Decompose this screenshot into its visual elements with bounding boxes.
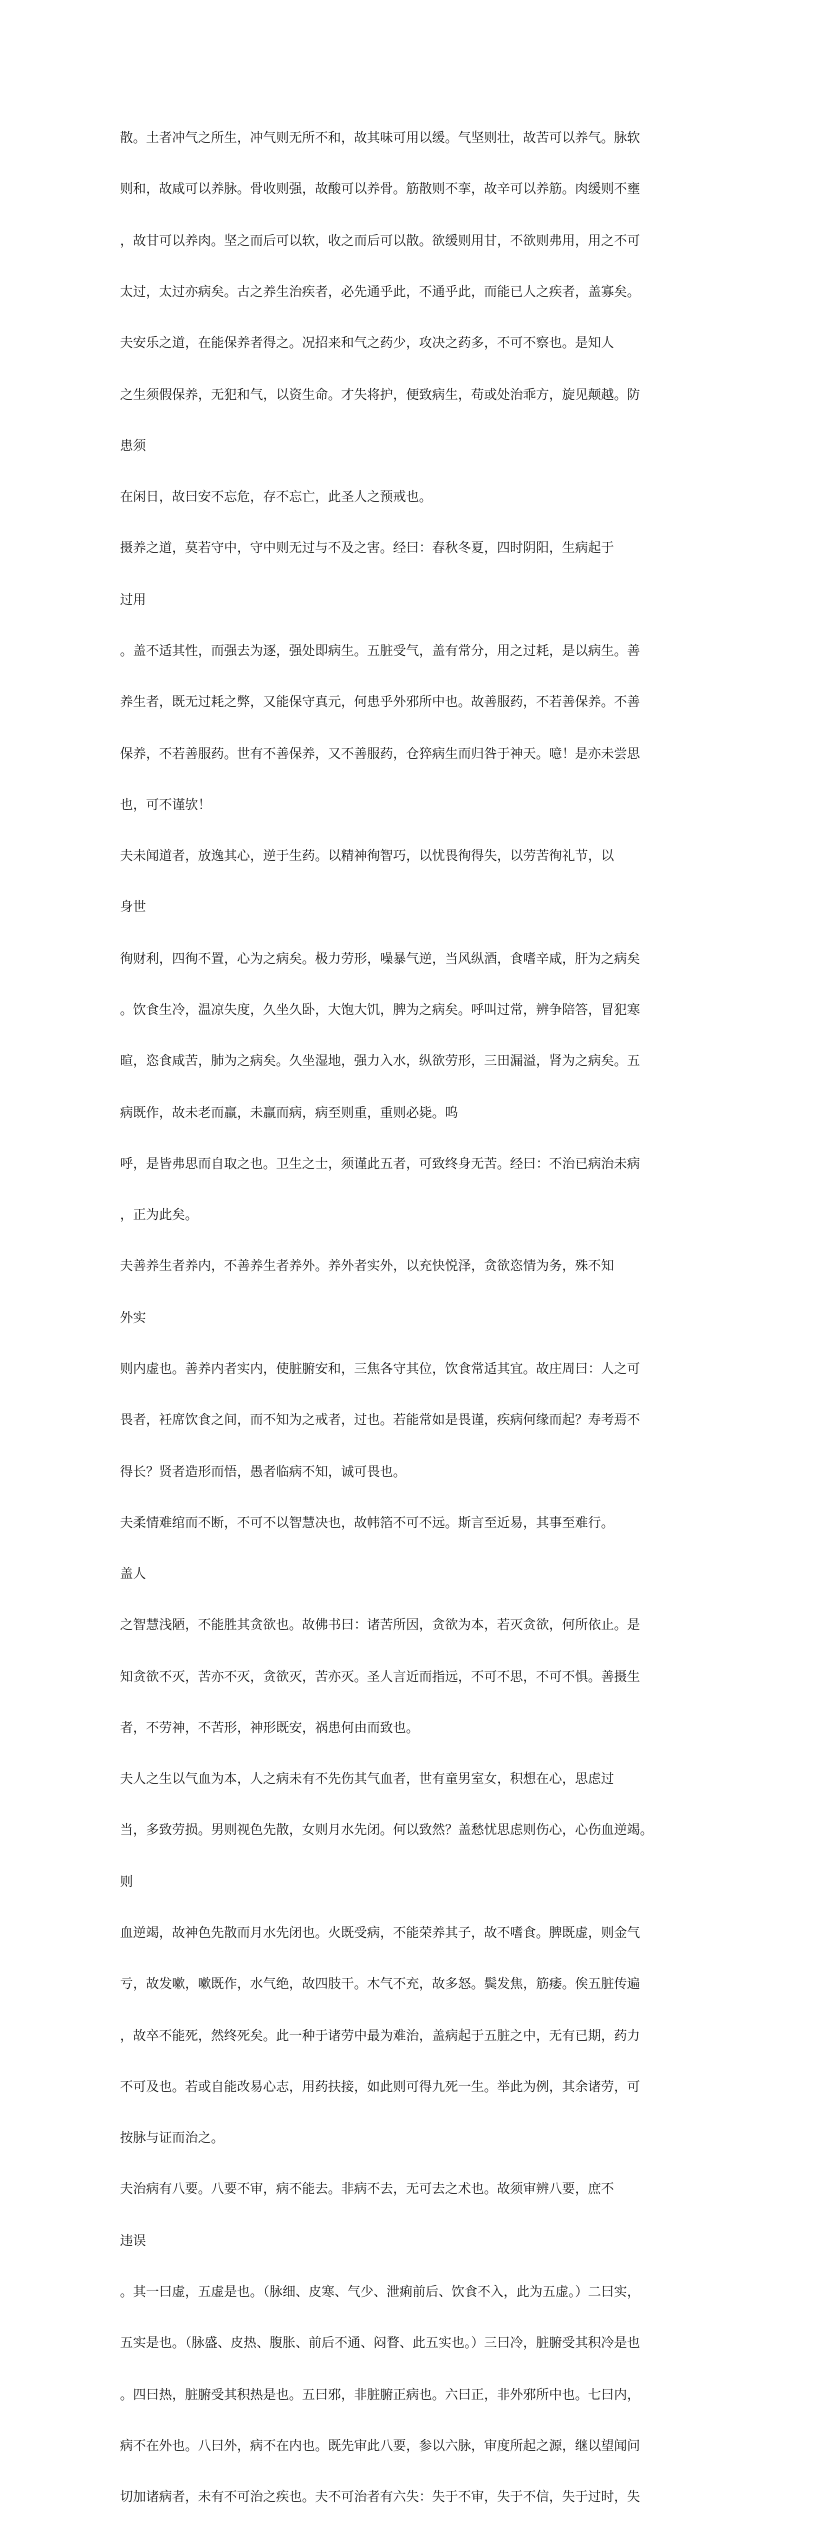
- text-line: 身世: [120, 900, 147, 916]
- text-line: 夫安乐之道，在能保养者得之。况招来和气之药少，攻决之药多，不可不察也。是知人: [120, 336, 615, 352]
- text-line: 夫治病有八要。八要不审，病不能去。非病不去，无可去之术也。故须审辨八要，庶不: [120, 2182, 615, 2198]
- text-line: 夫人之生以气血为本，人之病未有不先伤其气血者，世有童男室女，积想在心，思虑过: [120, 1772, 615, 1788]
- text-line: 患须: [120, 438, 147, 454]
- text-line: 则内虚也。善养内者实内，使脏腑安和，三焦各守其位，饮食常适其宜。故庄周曰：人之可: [120, 1361, 641, 1377]
- text-line: 切加诸病者，未有不可治之疾也。夫不可治者有六失：失于不审，失于不信，失于过时，失: [120, 2490, 641, 2506]
- text-line: 按脉与证而治之。: [120, 2131, 225, 2147]
- text-line: 畏者，衽席饮食之间，而不知为之戒者，过也。若能常如是畏谨，疾病何缘而起？寿考焉不: [120, 1413, 641, 1429]
- document-page: [120, 96, 686, 2523]
- text-line: 血逆竭，故神色先散而月水先闭也。火既受病，不能荣养其子，故不嗜食。脾既虚，则金气: [120, 1926, 641, 1942]
- text-line: 在闲日，故曰安不忘危，存不忘亡，此圣人之预戒也。: [120, 490, 433, 506]
- text-line: 则: [120, 1874, 134, 1890]
- text-line: 。四曰热，脏腑受其积热是也。五曰邪，非脏腑正病也。六曰正，非外邪所中也。七曰内，: [120, 2387, 641, 2403]
- text-line: 得长？贤者造形而悟，愚者临病不知，诚可畏也。: [120, 1464, 407, 1480]
- text-line: 养生者，既无过耗之弊，又能保守真元，何患乎外邪所中也。故善服药，不若善保养。不善: [120, 695, 641, 711]
- text-line: 亏，故发嗽，嗽既作，水气绝，故四肢干。木气不充，故多怒。鬓发焦，筋痿。俟五脏传遍: [120, 1977, 641, 1993]
- text-line: 暄，恣食咸苦，肺为之病矣。久坐湿地，强力入水，纵欲劳形，三田漏溢，肾为之病矣。五: [120, 1054, 641, 1070]
- text-line: 病既作，故未老而羸，未羸而病，病至则重，重则必毙。呜: [120, 1105, 459, 1121]
- text-line: 。盖不适其性，而强去为逐，强处即病生。五脏受气，盖有常分，用之过耗，是以病生。善: [120, 644, 641, 659]
- text-line: 外实: [120, 1310, 147, 1326]
- text-line: 五实是也。（脉盛、皮热、腹胀、前后不通、闷瞀、此五实也。）三曰冷，脏腑受其积冷是也: [120, 2336, 641, 2352]
- text-line: ，故卒不能死，然终死矣。此一种于诸劳中最为难治，盖病起于五脏之中，无有已期，药力: [120, 2028, 641, 2044]
- text-line: 之智慧浅陋，不能胜其贪欲也。故佛书曰：诸苦所因，贪欲为本，若灭贪欲，何所依止。是: [120, 1618, 641, 1634]
- text-line: 盖人: [120, 1567, 147, 1583]
- text-line: 者，不劳神，不苦形，神形既安，祸患何由而致也。: [120, 1720, 420, 1736]
- text-line: 则和，故咸可以养脉。骨收则强，故酸可以养骨。筋散则不挛，故辛可以养筋。肉缓则不壅: [120, 182, 641, 198]
- text-line: 摄养之道，莫若守中，守中则无过与不及之害。经曰：春秋冬夏，四时阴阳，生病起于: [120, 541, 615, 557]
- text-line: 夫善养生者养内，不善养生者养外。养外者实外，以充快悦泽，贪欲恣情为务，殊不知: [120, 1259, 615, 1275]
- text-line: 不可及也。若或自能改易心志，用药扶接，如此则可得九死一生。举此为例，其余诸劳，可: [120, 2079, 641, 2095]
- text-line: 过用: [120, 592, 147, 608]
- text-line: 病不在外也。八曰外，病不在内也。既先审此八要，参以六脉，审度所起之源，继以望闻问: [120, 2438, 641, 2454]
- text-line: 知贪欲不灭，苦亦不灭，贪欲灭，苦亦灭。圣人言近而指远，不可不思，不可不惧。善摄生: [120, 1669, 641, 1685]
- text-line: 夫柔情难绾而不断，不可不以智慧决也，故帏箔不可不远。斯言至近易，其事至难行。: [120, 1515, 615, 1531]
- text-line: 。其一曰虚，五虚是也。（脉细、皮寒、气少、泄痢前后、饮食不入，此为五虚。）二曰实，: [120, 2285, 641, 2300]
- text-line: 违误: [120, 2233, 147, 2249]
- text-line: 之生须假保养，无犯和气，以资生命。才失将护，便致病生，苟或处治乖方，旋见颠越。防: [120, 387, 641, 403]
- text-line: 。饮食生冷，温凉失度，久坐久卧，大饱大饥，脾为之病矣。呼叫过常，辨争陪答，冒犯寒: [120, 1002, 641, 1018]
- text-line: 太过，太过亦病矣。古之养生治疾者，必先通乎此，不通乎此，而能已人之疾者，盖寡矣。: [120, 285, 641, 301]
- text-line: 当，多致劳损。男则视色先散，女则月水先闭。何以致然？盖愁忧思虑则伤心，心伤血逆竭。: [120, 1823, 654, 1839]
- text-line: 保养，不若善服药。世有不善保养，又不善服药，仓猝病生而归咎于神天。噫！是亦未尝思: [120, 746, 641, 762]
- text-line: 呼，是皆弗思而自取之也。卫生之士，须谨此五者，可致终身无苦。经曰：不治已病治未病: [120, 1156, 641, 1172]
- text-line: 也，可不谨欤！: [120, 797, 212, 813]
- text-line: 徇财利，四徇不置，心为之病矣。极力劳形，噪暴气逆，当风纵酒，食嗜辛咸，肝为之病矣: [120, 951, 641, 967]
- text-line: 散。土者冲气之所生，冲气则无所不和，故其味可用以缓。气坚则壮，故苦可以养气。脉软: [120, 131, 641, 147]
- text-line: ，正为此矣。: [120, 1208, 199, 1224]
- text-line: ，故甘可以养肉。坚之而后可以软，收之而后可以散。欲缓则用甘，不欲则弗用，用之不可: [120, 233, 641, 249]
- text-line: 夫未闻道者，放逸其心，逆于生药。以精神徇智巧，以忧畏徇得失，以劳苦徇礼节，以: [120, 849, 615, 865]
